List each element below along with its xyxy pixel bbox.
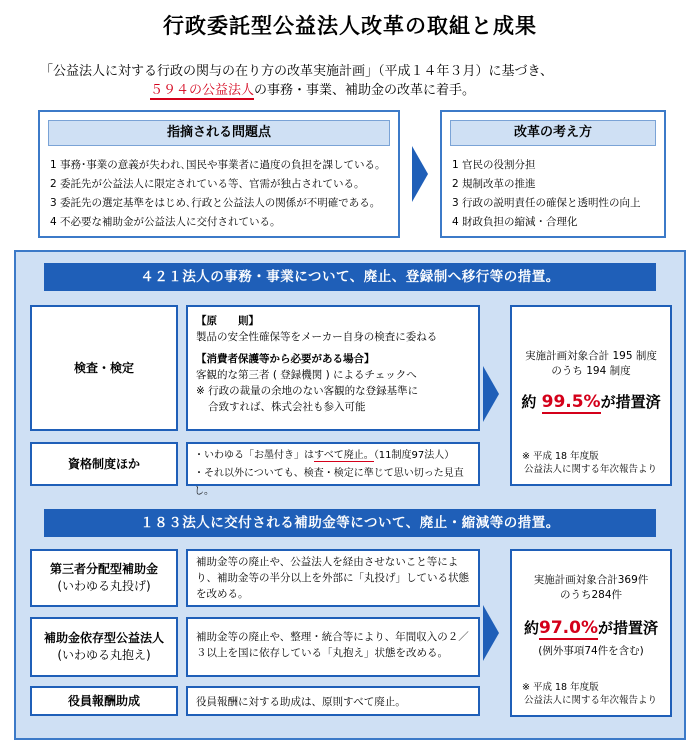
result2-note-1: ※ 平成 18 年度版 (522, 682, 599, 693)
problem-item: 4 不必要な補助金が公益法人に交付されている。 (50, 216, 281, 228)
shikaku-abolish: すべて廃止。 (314, 450, 374, 461)
problems-list (40, 154, 398, 234)
intro-highlight: ５９４の公益法人 (150, 83, 255, 98)
reform-item: 4 財政負担の縮減・合理化 (452, 216, 578, 228)
marunage-desc: 補助金等の廃止や、公益法人を経由させないこと等により、補助金等の半分以上を外部に「丸投げ」している状態を改める。 (186, 549, 480, 607)
marukakae-label-1: 補助金依存型公益法人 (43, 631, 164, 645)
consumer-text: 客観的な第三者 ( 登録機関 ) によるチェックへ (196, 369, 417, 381)
problem-item: 1 事務･事業の意義が失われ､国民や事業者に過度の負担を課している。 (50, 159, 386, 171)
result2-exception: (例外事項74件を含む) (538, 645, 644, 657)
arrow-right-icon (483, 366, 499, 422)
result1-line2: のうち 194 制度 (551, 365, 631, 377)
kensa-note-2: 合致すれば、株式会社も参入可能 (208, 401, 366, 413)
reform-list (442, 154, 664, 234)
section2-banner: １８３法人に交付される補助金等について、廃止・縮減等の措置。 (44, 509, 656, 537)
section1-banner: ４２１法人の事務・事業について、廃止、登録制へ移行等の措置。 (44, 263, 656, 291)
result2-line1: 実施計画対象合計369件 (533, 574, 649, 586)
page-title: 行政委託型公益法人改革の取組と成果 (163, 14, 537, 38)
principle-heading: 【原 則】 (196, 315, 259, 327)
result2-line2: のうち284件 (559, 589, 623, 601)
marunage-label-1: 第三者分配型補助金 (49, 562, 158, 576)
intro-line-2-rest: の事務・事業、補助金の改革に着手。 (254, 83, 476, 98)
yakuin-desc: 役員報酬に対する助成は、原則すべて廃止。 (186, 686, 480, 716)
shikaku-line-2: ・それ以外についても、検査・検定に準じて思い切った見直し。 (194, 468, 464, 497)
marunage-label-2: (いわゆる丸投げ) (57, 579, 151, 593)
kensa-label: 検査・検定 (30, 305, 178, 431)
result1-percent-line: 約 99.5%が措置済 (521, 392, 661, 412)
result2-note-2: 公益法人に関する年次報告より (524, 695, 658, 706)
intro-line-2 (150, 81, 700, 100)
marunage-label (30, 549, 178, 607)
problem-item: 2 委託先が公益法人に限定されている等、官需が独占されている。 (50, 178, 365, 190)
arrow-right-icon (483, 605, 499, 661)
reform-heading: 改革の考え方 (450, 120, 656, 146)
reform-panel (440, 110, 666, 238)
section2-result (510, 549, 672, 717)
marukakae-desc: 補助金等の廃止や、整理・統合等により、年間収入の２／３以上を国に依存している「丸抱え」状態を改める。 (186, 617, 480, 677)
consumer-heading: 【消費者保護等から必要がある場合】 (196, 353, 375, 365)
intro-line-1: 「公益法人に対する行政の関与の在り方の改革実施計画」（平成１４年３月）に基づき、 (40, 64, 553, 79)
arrow-right-icon (412, 146, 428, 202)
result1-percent: 99.5% (541, 392, 601, 412)
result1-note-1: ※ 平成 18 年度版 (522, 451, 599, 462)
result2-percent-line: 約97.0%が措置済 (523, 618, 658, 638)
result1-line1: 実施計画対象合計 195 制度 (525, 350, 657, 362)
shikaku-line-1: ・いわゆる「お墨付き」はすべて廃止。（11制度97法人） (194, 450, 455, 461)
kensa-note-1: ※ 行政の裁量の余地のない客観的な登録基準に (196, 385, 419, 397)
reform-item: 2 規制改革の推進 (452, 178, 536, 190)
marukakae-label-2: (いわゆる丸抱え) (57, 648, 151, 662)
shikaku-content (186, 442, 480, 497)
reform-item: 1 官民の役割分担 (452, 159, 536, 171)
yakuin-label: 役員報酬助成 (30, 686, 178, 716)
problems-heading: 指摘される問題点 (48, 120, 390, 146)
problems-panel (38, 110, 400, 238)
reform-item: 3 行政の説明責任の確保と透明性の向上 (452, 197, 641, 209)
problem-item: 3 委託先の選定基準をはじめ､行政と公益法人の関係が不明確である。 (50, 197, 381, 209)
result1-note-2: 公益法人に関する年次報告より (524, 464, 658, 475)
principle-text: 製品の安全性確保等をメーカー自身の検査に委ねる (196, 331, 438, 343)
section1-result (510, 305, 672, 486)
marukakae-label (30, 617, 178, 677)
shikaku-label: 資格制度ほか (30, 442, 178, 486)
result2-percent: 97.0% (539, 618, 598, 638)
kensa-content (186, 305, 480, 431)
